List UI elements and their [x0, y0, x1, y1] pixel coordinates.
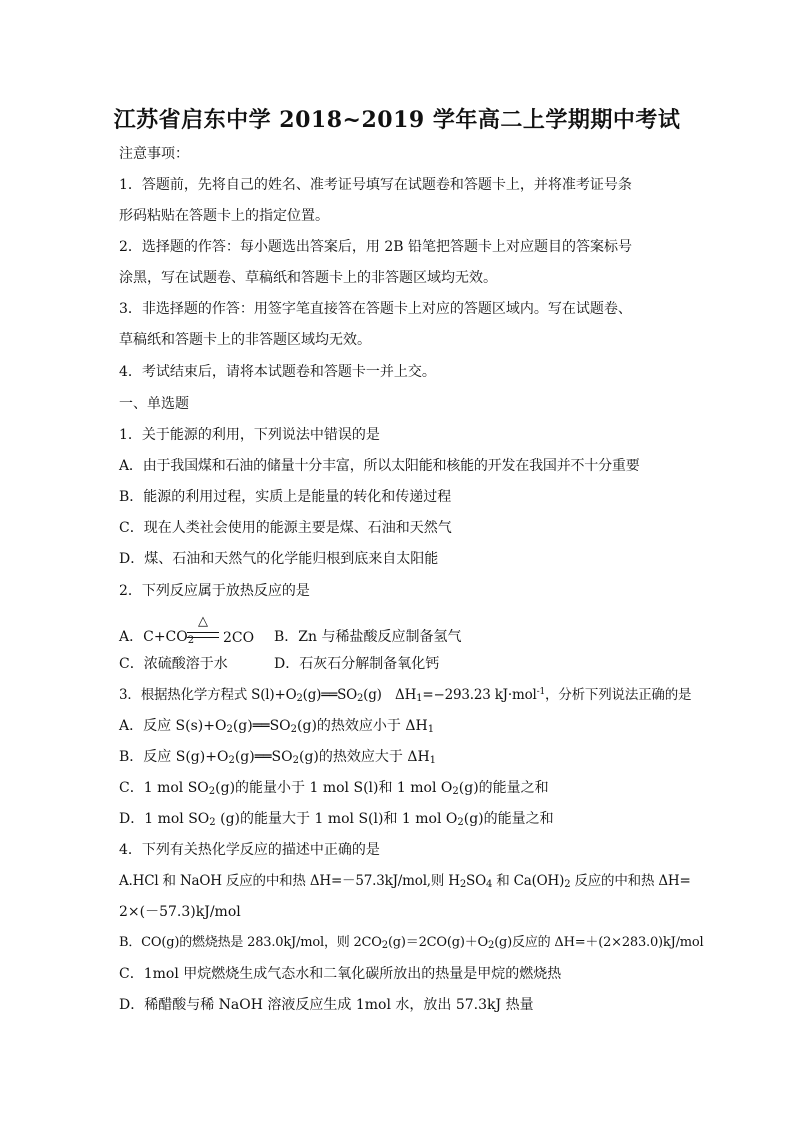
q1-option-b: B．能源的利用过程，实质上是能量的转化和传递过程 — [119, 489, 452, 505]
q2-option-a-product: 2CO — [223, 630, 255, 646]
notice-item: 2．选择题的作答：每小题选出答案后，用 2B 铅笔把答题卡上对应题目的答案标号 — [119, 239, 633, 255]
q4-stem: 4．下列有关热化学反应的描述中正确的是 — [119, 842, 380, 858]
q3-option-c: C．1 mol $SO_2(g)$的能量小于 1 mol S(l)和 1 mol $O_2(g)$的能量之和 — [119, 780, 549, 797]
notice-item: 涂黑，写在试题卷、草稿纸和答题卡上的非答题区域均无效。 — [119, 270, 497, 286]
q4-option-d: D．稀醋酸与稀 NaOH 溶液反应生成 1mol 水，放出 57.3kJ 热量 — [119, 997, 534, 1013]
q1-option-c: C．现在人类社会使用的能源主要是煤、石油和天然气 — [119, 520, 452, 536]
q2-options-ab — [119, 606, 694, 646]
q2-stem: 2．下列反应属于放热反应的是 — [119, 583, 310, 599]
q1-stem: 1．关于能源的利用，下列说法中错误的是 — [119, 427, 380, 443]
q2-option-c: C．浓硫酸溶于水 — [119, 656, 228, 672]
q1-option-a: A．由于我国煤和石油的储量十分丰富，所以太阳能和核能的开发在我国并不十分重要 — [119, 458, 640, 474]
page-title: 江苏省启东中学 2018~2019 学年高二上学期期中考试 — [113, 107, 681, 133]
notice-item: 1．答题前，先将自己的姓名、准考证号填写在试题卷和答题卡上，并将准考证号条 — [119, 177, 632, 193]
q3-stem: 3．根据热化学方程式 $S(l)+O_2(g)══SO_2(g)$ $\Delta H_1=-293.23$ kJ·mol$^{-1}$，分析下列说法正确的是 — [119, 687, 692, 704]
heat-condition-arrow: △ — [185, 618, 221, 640]
notice-item: 形码粘贴在答题卡上的指定位置。 — [119, 208, 329, 224]
notice-item: 3．非选择题的作答：用签字笔直接答在答题卡上对应的答题区域内。写在试题卷、 — [119, 301, 632, 317]
q4-option-b: B．CO(g)的燃烧热是 283.0kJ/mol，则 $2CO_2(g)=2CO(g)+O_2(g)$反应的 ΔH=＋(2×283.0)kJ/mol — [119, 935, 704, 951]
section-heading: 一、单选题 — [119, 396, 189, 412]
q4-option-c: C．1mol 甲烷燃烧生成气态水和二氧化碳所放出的热量是甲烷的燃烧热 — [119, 966, 562, 982]
q3-option-a: A．反应 $S(s)+O_2(g)══SO_2(g)$的热效应小于 $\Delta H_1$ — [119, 718, 435, 735]
q3-option-d: D．1 mol $SO_2$ (g)的能量大于 1 mol S(l)和 1 mol $O_2(g)$的能量之和 — [119, 811, 554, 828]
notice-item: 草稿纸和答题卡上的非答题区域均无效。 — [119, 332, 371, 348]
q2-option-d: D．石灰石分解制备氧化钙 — [274, 656, 440, 672]
notice-heading: 注意事项： — [119, 146, 189, 162]
q4-option-a: A.HCl 和 NaOH 反应的中和热 ΔH=－57.3kJ/mol,则 $H_2SO_4$ 和 $Ca(OH)_2$ 反应的中和热 ΔH= — [119, 873, 691, 890]
q2-option-b: B．Zn 与稀盐酸反应制备氢气 — [274, 629, 462, 645]
q1-option-d: D．煤、石油和天然气的化学能归根到底来自太阳能 — [119, 551, 439, 567]
q2-option-a: A．$C+CO_2$ — [119, 629, 195, 646]
notice-item: 4．考试结束后，请将本试题卷和答题卡一并上交。 — [119, 364, 436, 380]
q4-option-a-continued: 2×(－57.3)kJ/mol — [119, 904, 241, 920]
q3-option-b: B．反应 $S(g)+O_2(g)══SO_2(g)$的热效应大于 $\Delta H_1$ — [119, 749, 437, 766]
